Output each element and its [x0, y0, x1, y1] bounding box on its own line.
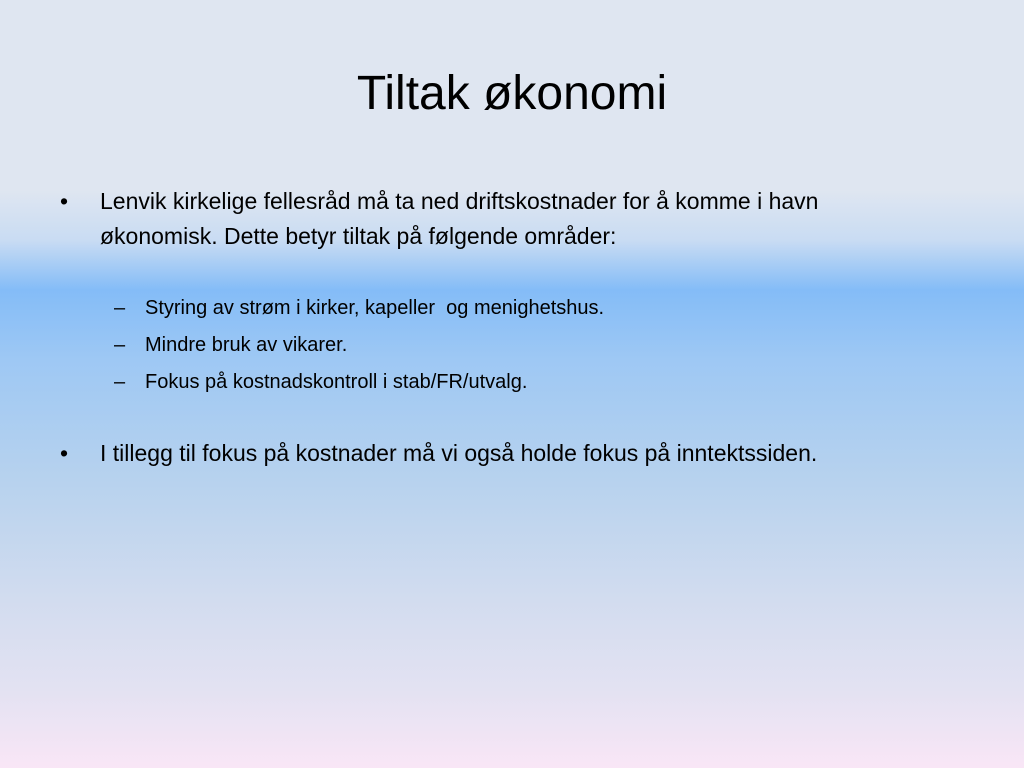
bullet-text-line: Lenvik kirkelige fellesråd må ta ned driftskostnader for å komme i havn	[100, 188, 819, 214]
bullet-marker: •	[60, 440, 69, 466]
bullet-text	[100, 436, 817, 471]
bullet-item	[60, 436, 960, 472]
slide-title: Tiltak økonomi	[356, 67, 668, 120]
bullet-text	[100, 184, 818, 254]
bullet-marker: •	[60, 188, 69, 214]
bullet-text-line: økonomisk. Dette betyr tiltak på følgende områder:	[100, 223, 617, 249]
bullet-text-line: I tillegg til fokus på kostnader må vi også holde fokus på inntektssiden.	[100, 440, 818, 466]
sub-bullet-item	[114, 331, 914, 359]
dash-marker: –	[114, 297, 126, 319]
bullet-item	[60, 184, 960, 256]
dash-marker: –	[114, 334, 126, 356]
sub-bullet-text: Mindre bruk av vikarer.	[145, 334, 348, 356]
sub-bullet-text: Fokus på kostnadskontroll i stab/FR/utvalg.	[145, 371, 528, 393]
sub-bullet-item	[114, 368, 914, 396]
sub-bullet-item	[114, 294, 914, 322]
sub-bullet-text: Styring av strøm i kirker, kapeller og menighetshus.	[145, 297, 605, 319]
dash-marker: –	[114, 371, 126, 393]
